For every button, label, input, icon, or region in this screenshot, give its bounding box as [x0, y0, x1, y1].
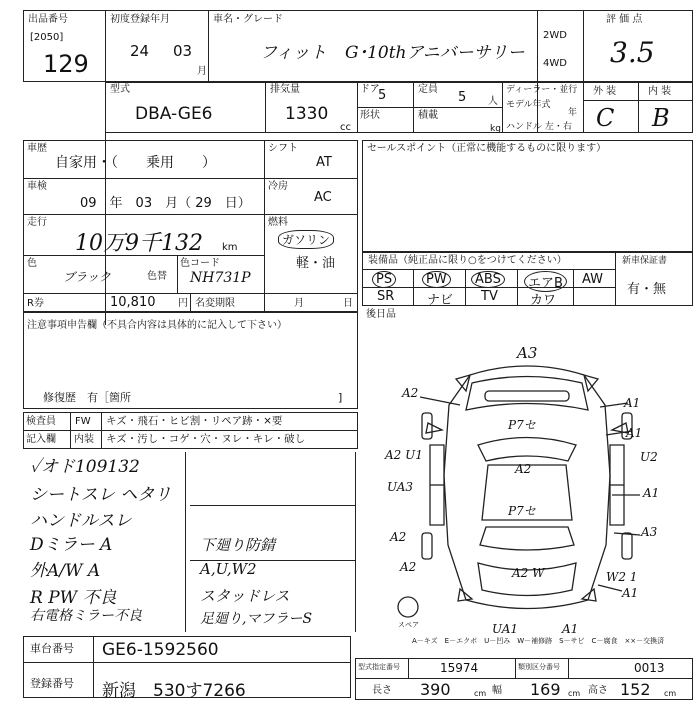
- equip-navi: ナビ: [427, 293, 454, 308]
- category-label: 類別区分番号: [518, 663, 560, 671]
- color-swap-label: 色替: [147, 271, 167, 282]
- type-value: DBA-GE6: [135, 104, 213, 124]
- divider: [23, 662, 351, 663]
- color-code-value: NH731P: [190, 270, 251, 286]
- damage-mark-left: A2 U1: [385, 448, 423, 462]
- divider: [23, 214, 358, 215]
- note-line: ハンドルスレ: [30, 511, 132, 531]
- equip-tv: TV: [481, 289, 498, 304]
- plate-label: 登録番号: [30, 677, 74, 690]
- grade: G･10thアニバーサリー: [345, 43, 525, 63]
- damage-mark-right: A1: [626, 426, 643, 440]
- damage-mark-right: U2: [640, 450, 658, 464]
- sales-frame: [362, 140, 693, 252]
- width-value: 169: [530, 680, 561, 699]
- equip-aw: AW: [582, 272, 604, 287]
- name-limit-label: 名変期限: [195, 298, 235, 309]
- model-year-label: モデル年式: [506, 100, 551, 110]
- damage-mark-right: A1: [622, 586, 639, 600]
- repair-bracket: ]: [338, 391, 343, 404]
- length-value: 390: [420, 680, 451, 699]
- fuel-diesel: 軽・油: [296, 256, 336, 271]
- note-line: Dミラー A: [30, 535, 113, 555]
- divider: [101, 412, 102, 449]
- recycle-label: R券: [27, 298, 44, 309]
- divider: [357, 107, 502, 108]
- designated-label: 型式指定番号: [358, 663, 400, 671]
- km-unit: km: [222, 242, 238, 253]
- divider: [264, 140, 265, 312]
- equip-ps: PS: [372, 271, 396, 288]
- divider: [465, 269, 466, 306]
- equip-pw: PW: [422, 271, 451, 288]
- damage-mark-center: A2 W: [512, 566, 545, 580]
- equipment-label: 装備品（純正品に限り○をつけてください）: [368, 255, 567, 266]
- interior-label: 内 装: [648, 86, 672, 97]
- name-limit-month: 月: [294, 298, 304, 309]
- damage-mark-bottom: UA1: [492, 622, 519, 636]
- fuel-label: 燃料: [268, 217, 288, 228]
- person-unit: 人: [488, 96, 498, 107]
- divider: [615, 252, 616, 306]
- equip-sr: SR: [377, 289, 395, 304]
- lot-label: 出品番号: [28, 14, 68, 25]
- inspection-value: 09 年 03 月（ 29 日）: [80, 196, 251, 211]
- chassis-value: GE6-1592560: [102, 640, 219, 660]
- divider: [362, 269, 615, 270]
- reg-year: 24: [130, 42, 150, 60]
- divider: [515, 658, 516, 678]
- color-label: 色: [27, 258, 37, 269]
- interior-items: キズ・汚し・コゲ・穴・ヌレ・キレ・破し: [106, 433, 306, 445]
- notes-divider: [185, 452, 186, 632]
- ac-label: 冷房: [268, 181, 288, 192]
- note-line-right: A,U,W2: [200, 560, 257, 578]
- usage-label: 車歴: [27, 143, 47, 154]
- plate-value: 新潟 530す7266: [102, 681, 246, 701]
- divider: [408, 658, 409, 678]
- mileage-value: 10万9千132: [75, 231, 203, 256]
- divider: [568, 658, 569, 678]
- repair-label: 修復歴 有［箇所: [43, 391, 131, 404]
- handle-label: ハンドル 左・右: [506, 122, 572, 132]
- drive-2wd: 2WD: [543, 30, 567, 41]
- score-label: 評 価 点: [606, 14, 643, 25]
- fw-label: FW: [75, 416, 91, 427]
- interior-row-label: 内装: [74, 434, 94, 445]
- fuel-gas: ガソリン: [278, 230, 334, 249]
- shift-value: AT: [316, 155, 332, 170]
- note-line: ✓オド109132: [30, 457, 140, 477]
- reg-label: 初度登録年月: [110, 14, 170, 25]
- note-line: 右電格ミラー不良: [30, 608, 142, 624]
- equip-abs: ABS: [471, 271, 505, 288]
- cm-unit: cm: [664, 689, 677, 698]
- model-name: フィット: [260, 43, 327, 63]
- width-label: 幅: [492, 685, 502, 696]
- note-line-right: 足廻り,マフラーS: [200, 611, 313, 627]
- damage-mark-center: A2: [515, 462, 532, 476]
- divider: [190, 293, 191, 312]
- cm-unit: cm: [568, 689, 581, 698]
- load-label: 積載: [418, 110, 438, 121]
- name-limit-day: 日: [343, 298, 353, 309]
- divider: [502, 82, 503, 133]
- doors-value: 5: [378, 88, 387, 103]
- cm-unit: cm: [474, 689, 487, 698]
- divider: [23, 178, 358, 179]
- displacement-value: 1330: [285, 104, 329, 124]
- score: 3.5: [610, 36, 655, 69]
- exterior-label: 外 装: [593, 86, 617, 97]
- damage-mark-left: A2: [400, 560, 417, 574]
- kg-unit: kg: [490, 124, 501, 134]
- name-label: 車名・グレード: [213, 14, 283, 25]
- divider: [413, 269, 414, 306]
- damage-mark-center: P7セ: [508, 418, 536, 432]
- damage-legend: A－キズ E－エクボ U－凹み W－補修跡 S－サビ C－腐食 ××－交換済: [412, 637, 665, 645]
- year-unit: 年: [568, 108, 578, 118]
- damage-mark-left: A2: [390, 530, 407, 544]
- notes-label: 記入欄: [26, 434, 56, 445]
- spare-label: スペア: [398, 621, 419, 629]
- doors-label: ドア: [360, 84, 380, 95]
- notes-divider: [355, 452, 356, 632]
- divider: [573, 269, 574, 306]
- chassis-label: 車台番号: [30, 642, 74, 655]
- month-unit: 月: [197, 66, 207, 77]
- designated-value: 15974: [440, 661, 479, 675]
- equip-airbag: エアB: [524, 271, 567, 292]
- divider: [23, 430, 358, 431]
- damage-mark-right: W2 1: [606, 570, 638, 584]
- divider: [70, 412, 71, 449]
- capacity-value: 5: [458, 90, 467, 105]
- color-value: ブラック: [63, 270, 111, 284]
- lot-number: 129: [43, 50, 89, 78]
- shift-label: シフト: [268, 143, 298, 154]
- note-line: R PW 不良: [30, 588, 117, 608]
- height-label: 高さ: [588, 685, 608, 696]
- note-line-right: スタッドレス: [200, 587, 290, 605]
- shape-label: 形状: [360, 110, 380, 121]
- lot-code: [2050]: [30, 32, 64, 43]
- sales-point-label: セールスポイント（正常に機能するものに限ります）: [367, 143, 607, 154]
- inspection-label: 車検: [27, 181, 47, 192]
- divider: [208, 10, 209, 82]
- new-car-value: 有・無: [627, 282, 667, 297]
- back-seat-label: 後日品: [366, 309, 396, 320]
- damage-mark-top: A3: [517, 344, 538, 362]
- displacement-label: 排気量: [270, 84, 300, 95]
- inspector-items: キズ・飛石・ヒビ割・リペア跡・×要: [106, 415, 283, 427]
- height-value: 152: [620, 680, 651, 699]
- damage-mark-right: A1: [643, 486, 660, 500]
- divider: [177, 255, 178, 293]
- damage-mark-center: P7セ: [508, 504, 536, 518]
- dealer-label: ディーラー・並行: [506, 85, 578, 95]
- divider: [93, 636, 94, 698]
- note-line: シートスレ ヘタリ: [30, 485, 172, 505]
- divider: [583, 100, 693, 101]
- reg-month: 03: [173, 42, 193, 60]
- damage-mark-left: A2: [402, 386, 419, 400]
- note-line-right: 下廻り防錆: [200, 536, 276, 554]
- recycle-value: 10,810: [110, 295, 156, 310]
- divider: [265, 82, 266, 133]
- category-value: 0013: [634, 661, 665, 675]
- note-line: 外A/W A: [30, 561, 101, 581]
- new-car-label: 新車保証書: [622, 256, 668, 266]
- capacity-label: 定員: [418, 84, 438, 95]
- damage-mark-left: UA3: [387, 480, 414, 494]
- color-code-label: 色コード: [180, 258, 220, 269]
- inspector-label: 検査員: [26, 416, 56, 427]
- notice-label: 注意事項申告欄（不具合内容は具体的に記入して下さい）: [27, 320, 287, 331]
- notes-divider: [190, 505, 355, 506]
- mileage-label: 走行: [27, 217, 47, 228]
- divider: [638, 82, 639, 133]
- interior-grade: B: [652, 104, 670, 132]
- usage-value: 自家用・（ 乗用 ）: [55, 155, 216, 171]
- length-label: 長さ: [372, 685, 392, 696]
- exterior-grade: C: [596, 104, 615, 132]
- type-label: 型式: [110, 84, 130, 95]
- equip-leather: カワ: [530, 293, 557, 308]
- divider: [517, 269, 518, 306]
- damage-mark-right: A3: [641, 525, 658, 539]
- drive-4wd: 4WD: [543, 58, 567, 69]
- divider: [355, 678, 693, 679]
- damage-mark-right: A1: [624, 396, 641, 410]
- yen-unit: 円: [178, 298, 188, 309]
- ac-value: AC: [314, 190, 332, 205]
- cc-unit: cc: [340, 122, 351, 133]
- damage-mark-bottom: A1: [562, 622, 579, 636]
